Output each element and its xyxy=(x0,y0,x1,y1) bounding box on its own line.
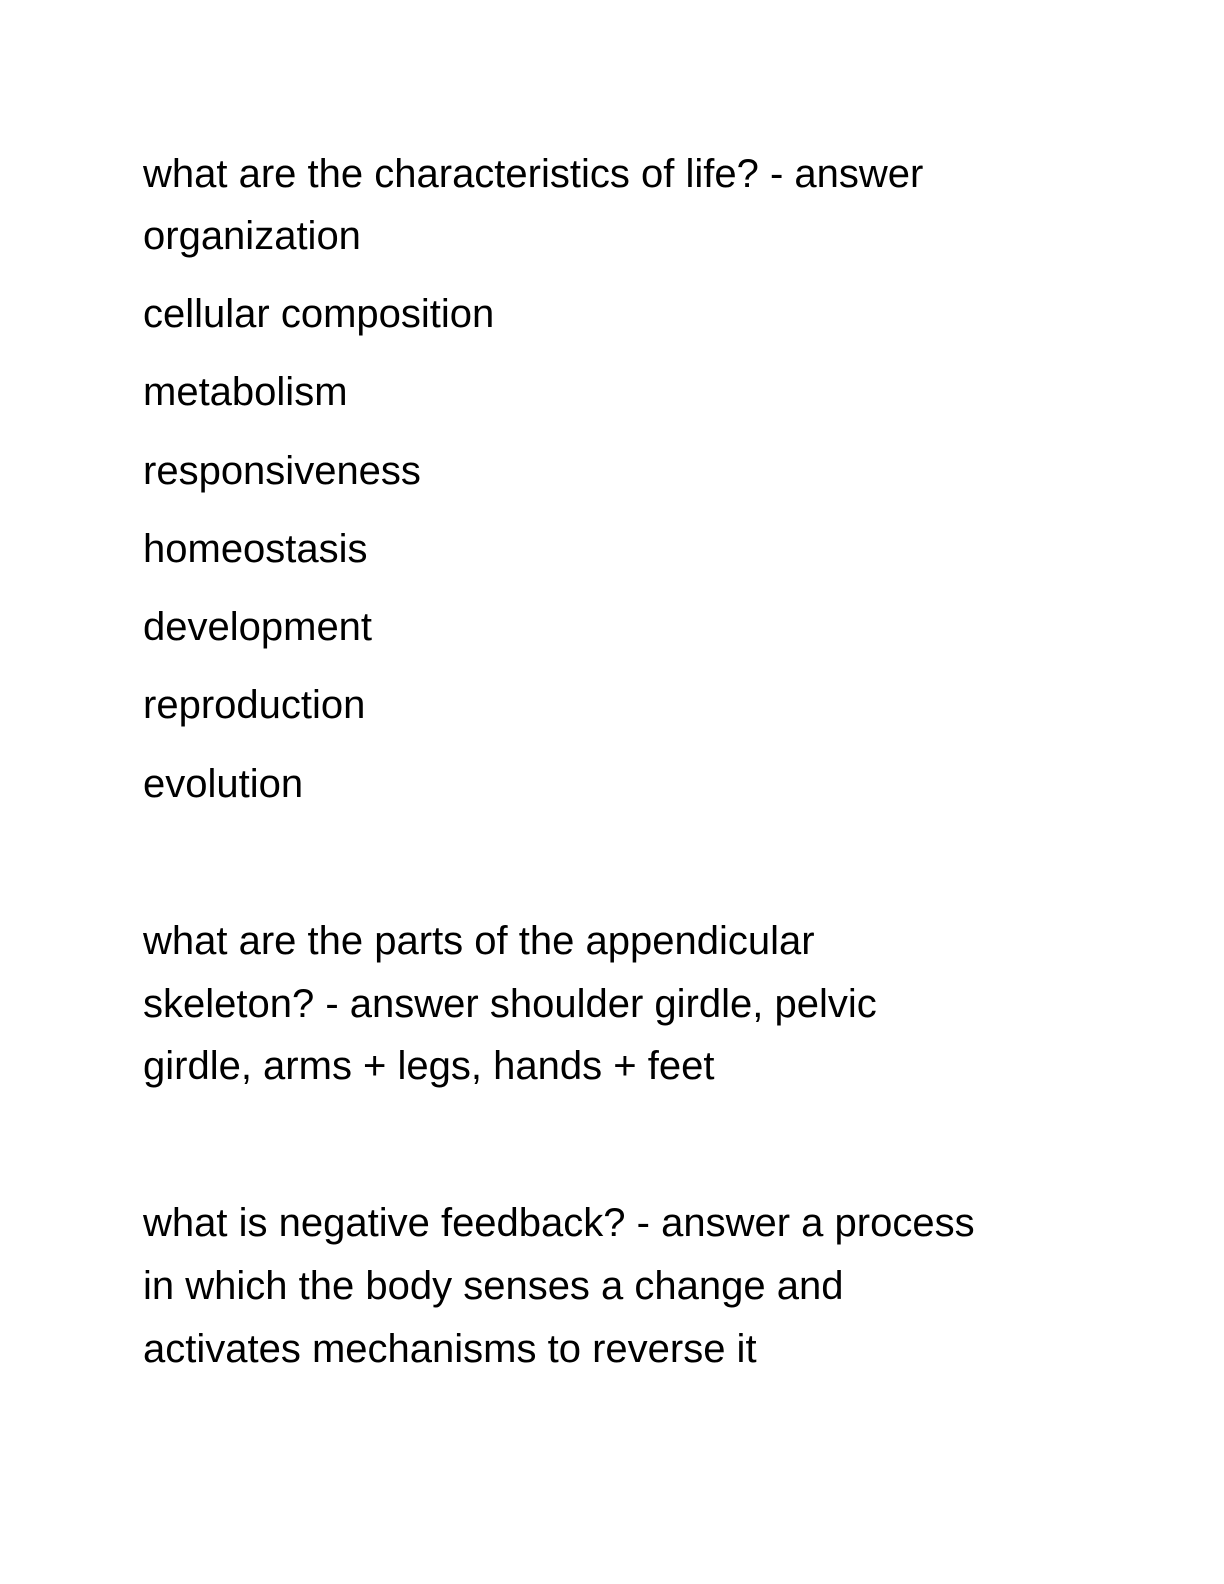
answer-item: cellular composition xyxy=(143,292,495,336)
card-line: in which the body senses a change and xyxy=(143,1264,844,1308)
card-line: activates mechanisms to reverse it xyxy=(143,1327,757,1371)
answer-item: responsiveness xyxy=(143,449,421,493)
card-line: girdle, arms + legs, hands + feet xyxy=(143,1044,715,1088)
answer-item: homeostasis xyxy=(143,527,368,571)
answer-item: evolution xyxy=(143,762,304,806)
answer-item: reproduction xyxy=(143,683,366,727)
card-line: what is negative feedback? - answer a process xyxy=(143,1201,975,1245)
card-line: what are the parts of the appendicular xyxy=(143,919,815,963)
answer-item: metabolism xyxy=(143,370,348,414)
question-line: what are the characteristics of life? - answer xyxy=(143,152,924,196)
answer-line: organization xyxy=(143,214,361,258)
card-line: skeleton? - answer shoulder girdle, pelvic xyxy=(143,982,877,1026)
answer-item: development xyxy=(143,605,373,649)
